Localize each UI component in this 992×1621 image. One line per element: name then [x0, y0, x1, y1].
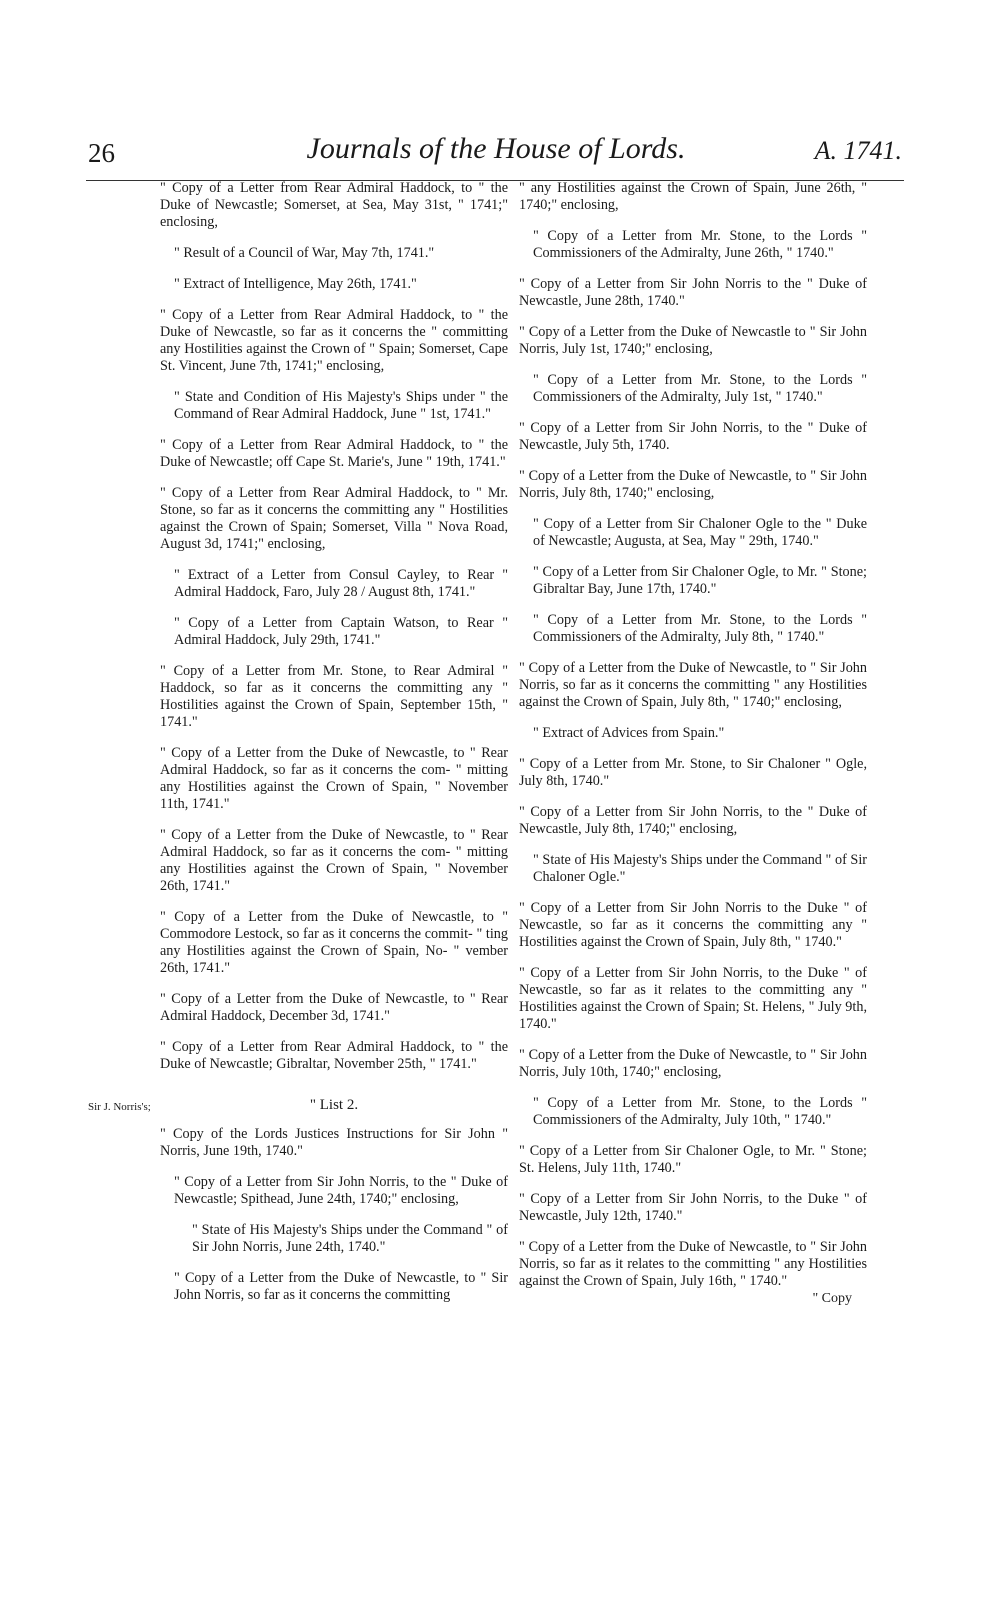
left-entries-list2 — [160, 1126, 508, 1304]
journal-entry: " any Hostilities against the Crown of Spain, June 26th, " 1740;" enclosing, — [519, 180, 867, 213]
left-column — [160, 180, 508, 1318]
journal-entry: " State and Condition of His Majesty's Ships under " the Command of Rear Admiral Haddock, June " 1st, 1741." — [174, 389, 508, 422]
journal-entry: " Copy of a Letter from Sir Chaloner Ogle to the " Duke of Newcastle; Augusta, at Sea, May " 29th, 1740." — [533, 516, 867, 549]
catchword: " Copy — [812, 1291, 852, 1306]
journal-entry: " Copy of a Letter from Sir John Norris, to the " Duke of Newcastle; Spithead, June 24th, 1740;" enclosing, — [174, 1174, 508, 1207]
journal-entry: " Copy of a Letter from Captain Watson, to Rear " Admiral Haddock, July 29th, 1741." — [174, 615, 508, 648]
journal-entry: " Copy of a Letter from Sir John Norris, to the Duke " of Newcastle, so far as it relates to the committing any " Hostilities against the Crown of Spain; St. Helens, " July 9th, 1740." — [519, 965, 867, 1032]
journal-entry: " Copy of a Letter from Sir Chaloner Ogle, to Mr. " Stone; Gibraltar Bay, June 17th, 1740." — [533, 564, 867, 597]
journal-entry: " Copy of a Letter from the Duke of Newcastle, to " Commodore Lestock, so far as it concerns the commit- " ting any Hostilities against the Crown of Spain, No- " vember 26th, 1741." — [160, 909, 508, 976]
journal-entry: " Copy of a Letter from Sir John Norris, to the " Duke of Newcastle, July 5th, 1740. — [519, 420, 867, 453]
journal-entry: " Extract of Intelligence, May 26th, 1741." — [174, 276, 417, 292]
journal-entry: " Extract of Advices from Spain." — [533, 725, 725, 741]
journal-entry: " Copy of a Letter from Rear Admiral Haddock, to " the Duke of Newcastle, so far as it concerns the " committing any Hostilities against the Crown of " Spain; Somerset, Cape St. Vincent, June 7th, 1741;" enclosing, — [160, 307, 508, 374]
page-number: 26 — [88, 138, 115, 168]
journal-entry: " Copy of a Letter from the Duke of Newcastle, to " Sir John Norris, so far as it concerns the committing " any Hostilities against the Crown of Spain, July 8th, " 1740;" enclosing, — [519, 660, 867, 710]
journal-entry: " Copy of a Letter from Mr. Stone, to the Lords " Commissioners of the Admiralty, July 8th, " 1740." — [533, 612, 867, 645]
margin-note: Sir J. Norris's; — [88, 1101, 151, 1113]
journal-entry: " Copy of a Letter from Rear Admiral Haddock, to " the Duke of Newcastle; Somerset, at Sea, May 31st, " 1741;" enclosing, — [160, 180, 508, 230]
journal-entry: " Copy of a Letter from the Duke of Newcastle, to " Rear Admiral Haddock, December 3d, 1741." — [160, 991, 508, 1024]
journal-entry: " Copy of a Letter from Rear Admiral Haddock, to " the Duke of Newcastle; Gibraltar, November 25th, " 1741." — [160, 1039, 508, 1072]
right-column — [519, 180, 867, 1304]
journal-entry: " Copy of a Letter from the Duke of Newcastle, to " Sir John Norris, so far as it relates to the committing " any Hostilities against the Crown of Spain, July 16th, " 1740." — [519, 1239, 867, 1289]
journal-entry: " Copy of a Letter from Sir John Norris, to the " Duke of Newcastle, July 8th, 1740;" enclosing, — [519, 804, 867, 837]
journal-entry: " Result of a Council of War, May 7th, 1741." — [174, 245, 435, 261]
journal-entry: " Copy of a Letter from Mr. Stone, to Rear Admiral " Haddock, so far as it concerns the committing any " Hostilities against the Crown of Spain, September 15th, " 1741." — [160, 663, 508, 730]
journal-title: Journals of the House of Lords. — [306, 132, 686, 165]
journal-entry: " Copy of a Letter from Mr. Stone, to Sir Chaloner " Ogle, July 8th, 1740." — [519, 756, 867, 789]
journal-entry: " Copy of a Letter from the Duke of Newcastle, to " Rear Admiral Haddock, so far as it concerns the com- " mitting any Hostilities against the Crown of Spain, " November 11th, 1741." — [160, 745, 508, 812]
journal-entry: " Copy of a Letter from Rear Admiral Haddock, to " Mr. Stone, so far as it concerns the committing any " Hostilities against the Crown of Spain; Somerset, Villa " Nova Road, August 3d, 1741;" enclosing, — [160, 485, 508, 552]
journal-entry: " Copy of a Letter from Sir John Norris to the Duke " of Newcastle, so far as it concerns the committing any " Hostilities against the Crown of Spain, July 8th, " 1740." — [519, 900, 867, 950]
journal-entry: " Copy of a Letter from Sir John Norris, to the Duke " of Newcastle, July 12th, 1740." — [519, 1191, 867, 1224]
journal-entry: " Copy of a Letter from Rear Admiral Haddock, to " the Duke of Newcastle; off Cape St. Marie's, June " 19th, 1741." — [160, 437, 508, 470]
journal-entry: " Copy of a Letter from the Duke of Newcastle, to " Rear Admiral Haddock, so far as it concerns the com- " mitting any Hostilities against the Crown of Spain, " November 26th, 1741." — [160, 827, 508, 894]
journal-entry: " Copy of a Letter from the Duke of Newcastle, to " Sir John Norris, July 8th, 1740;" enclosing, — [519, 468, 867, 501]
journal-entry: " Copy of a Letter from the Duke of Newcastle to " Sir John Norris, July 1st, 1740;" enclosing, — [519, 324, 867, 357]
journal-entry: " Copy of a Letter from Sir Chaloner Ogle, to Mr. " Stone; St. Helens, July 11th, 1740." — [519, 1143, 867, 1176]
page-header — [0, 128, 992, 176]
journal-entry: " Copy of a Letter from the Duke of Newcastle, to " Sir John Norris, so far as it concerns the committing — [174, 1270, 508, 1303]
journal-entry: " Copy of a Letter from Mr. Stone, to the Lords " Commissioners of the Admiralty, July 1st, " 1740." — [533, 372, 867, 405]
journal-entry: " Copy of a Letter from Sir John Norris to the " Duke of Newcastle, June 28th, 1740." — [519, 276, 867, 309]
journal-entry: " Copy of a Letter from Mr. Stone, to the Lords " Commissioners of the Admiralty, July 10th, " 1740." — [533, 1095, 867, 1128]
journal-entry: " State of His Majesty's Ships under the Command " of Sir John Norris, June 24th, 1740." — [192, 1222, 508, 1255]
year-heading: A. 1741. — [814, 136, 902, 165]
right-entries — [519, 180, 867, 1290]
journal-entry: " Extract of a Letter from Consul Cayley, to Rear " Admiral Haddock, Faro, July 28 / August 8th, 1741." — [174, 567, 508, 600]
left-entries — [160, 180, 508, 1073]
journal-entry: " Copy of the Lords Justices Instructions for Sir John " Norris, June 19th, 1740." — [160, 1126, 508, 1159]
journal-entry: " Copy of a Letter from the Duke of Newcastle, to " Sir John Norris, July 10th, 1740;" enclosing, — [519, 1047, 867, 1080]
journal-entry: " Copy of a Letter from Mr. Stone, to the Lords " Commissioners of the Admiralty, June 26th, " 1740." — [533, 228, 867, 261]
journal-entry: " State of His Majesty's Ships under the Command " of Sir Chaloner Ogle." — [533, 852, 867, 885]
list-heading: " List 2. — [309, 1097, 359, 1113]
